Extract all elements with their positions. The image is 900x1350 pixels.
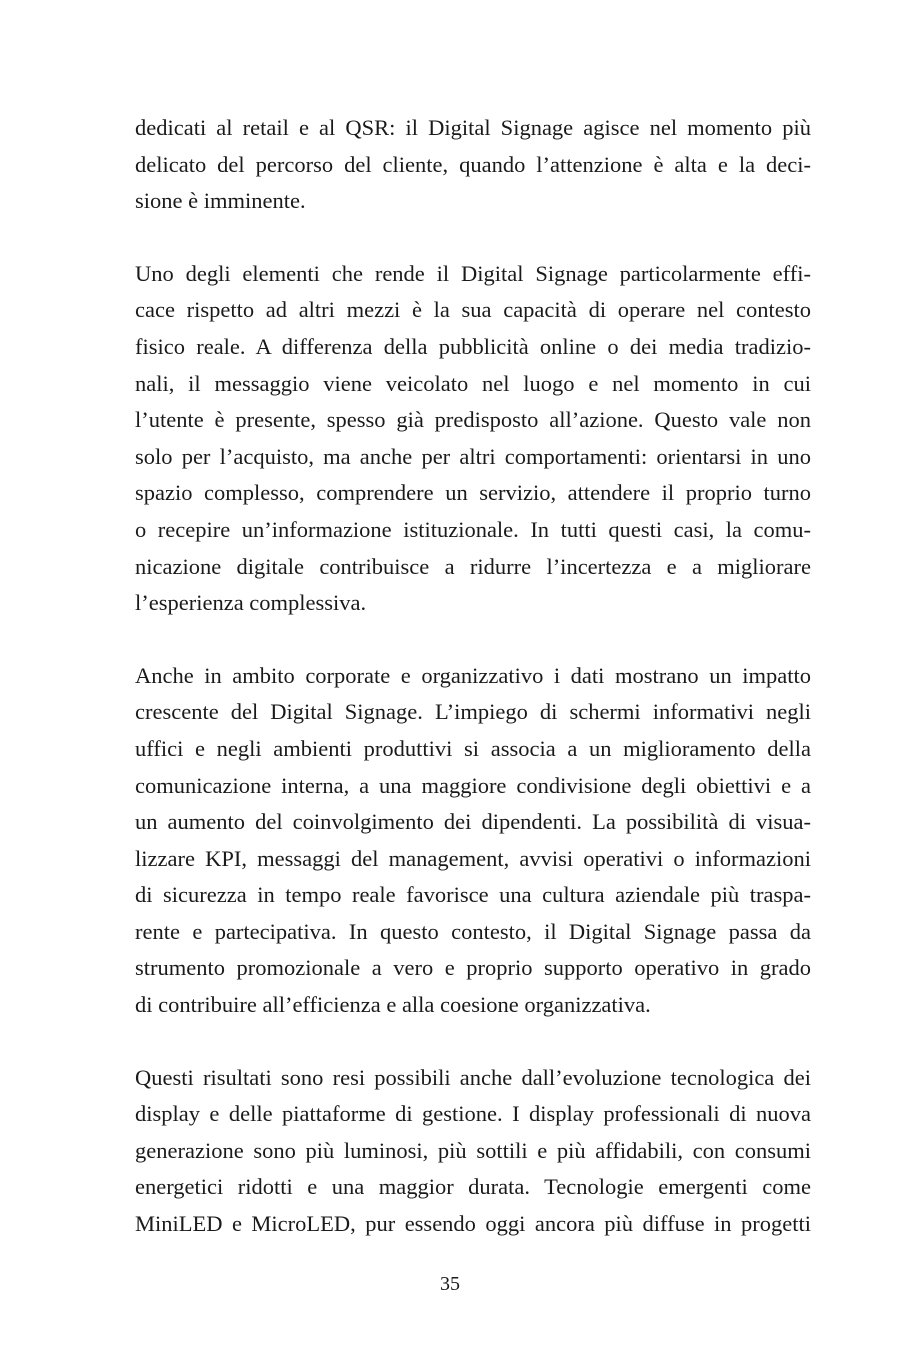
paragraph-spacer [135,622,811,658]
paragraph [135,658,811,1024]
text-line: delicato del percorso del cliente, quando l’attenzione è alta e la deci- [135,151,811,177]
text-line: fisico reale. A differenza della pubblicità online o dei media tradizio- [135,333,811,359]
text-line: spazio complesso, comprendere un servizio, attendere il proprio turno [135,480,811,506]
text-line: solo per l’acquisto, ma anche per altri comportamenti: orientarsi in uno [135,443,811,469]
text-line: di contribuire all’efficienza e alla coesione organizzativa. [135,992,651,1018]
text-line: sione è imminente. [135,188,306,214]
paragraph-spacer [135,1024,811,1060]
body-text [135,110,811,1243]
text-line: nali, il messaggio viene veicolato nel luogo e nel momento in cui [135,370,811,396]
text-line: display e delle piattaforme di gestione. I display professionali di nuova [135,1101,811,1127]
paragraph [135,1060,811,1243]
text-line: lizzare KPI, messaggi del management, avvisi operativi o informazioni [135,845,811,871]
text-line: o recepire un’informazione istituzionale. In tutti questi casi, la comu- [135,516,811,542]
text-line: cace rispetto ad altri mezzi è la sua capacità di operare nel contesto [135,297,811,323]
text-line: rente e partecipativa. In questo contesto, il Digital Signage passa da [135,918,811,944]
text-line: Anche in ambito corporate e organizzativo i dati mostrano un impatto [135,662,811,688]
text-line: di sicurezza in tempo reale favorisce una cultura aziendale più traspa- [135,882,811,908]
text-line: generazione sono più luminosi, più sottili e più affidabili, con consumi [135,1137,811,1163]
text-line: comunicazione interna, a una maggiore condivisione degli obiettivi e a [135,772,811,798]
text-line: uffici e negli ambienti produttivi si associa a un miglioramento della [135,735,811,761]
text-line: l’esperienza complessiva. [135,590,367,616]
text-line: nicazione digitale contribuisce a ridurre l’incertezza e a migliorare [135,553,811,579]
paragraph-spacer [135,220,811,256]
paragraph [135,256,811,622]
text-line: strumento promozionale a vero e proprio supporto operativo in grado [135,955,811,981]
text-line: energetici ridotti e una maggior durata. Tecnologie emergenti come [135,1174,811,1200]
text-line: Uno degli elementi che rende il Digital Signage particolarmente effi- [135,260,811,286]
page-number: 35 [440,1273,460,1295]
paragraph [135,110,811,220]
text-line: un aumento del coinvolgimento dei dipendenti. La possibilità di visua- [135,809,811,835]
text-line: dedicati al retail e al QSR: il Digital Signage agisce nel momento più [135,115,811,140]
text-line: Questi risultati sono resi possibili anche dall’evoluzione tecnologica dei [135,1064,811,1090]
text-line: MiniLED e MicroLED, pur essendo oggi ancora più diffuse in progetti [135,1211,811,1237]
text-line: crescente del Digital Signage. L’impiego di schermi informativi negli [135,699,811,725]
text-line: l’utente è presente, spesso già predisposto all’azione. Questo vale non [135,407,811,433]
